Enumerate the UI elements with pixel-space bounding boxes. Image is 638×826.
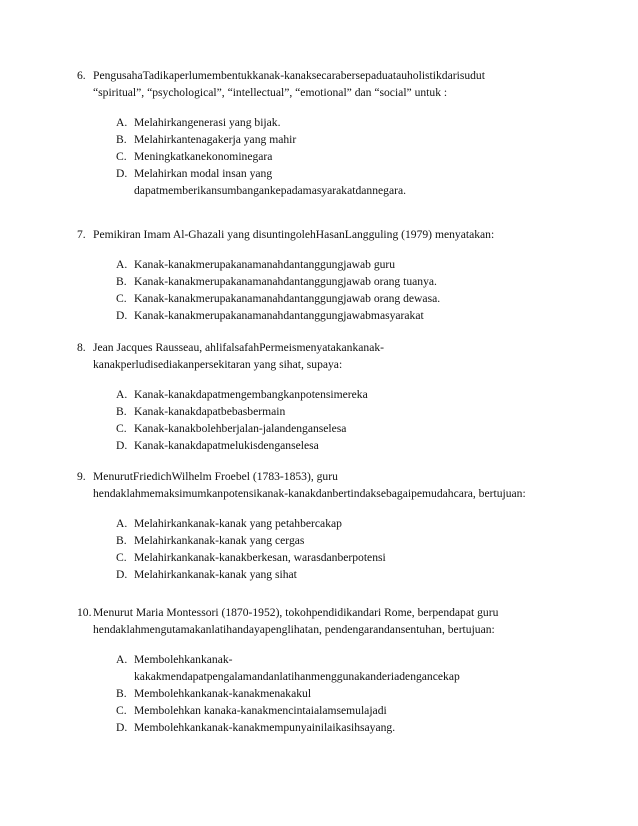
option-text: Melahirkan modal insan yang <box>134 167 273 180</box>
question-stem-line <box>77 356 577 373</box>
option-letter: D. <box>116 309 128 322</box>
option-letter: C. <box>116 292 127 305</box>
option-text: Meningkatkanekonominegara <box>134 150 273 163</box>
option-a <box>116 256 577 273</box>
question-number: 6. <box>77 69 86 82</box>
option-a <box>116 515 577 532</box>
option-text: Kanak-kanakmerupakanamanahdantanggungjawab orang dewasa. <box>134 292 441 305</box>
option-c <box>116 420 577 437</box>
question-8 <box>77 339 577 454</box>
option-d <box>116 437 577 454</box>
option-text: Melahirkankanak-kanakberkesan, warasdanberpotensi <box>134 551 386 564</box>
question-stem-text: kanakperludisediakanpersekitaran yang sihat, supaya: <box>93 358 343 371</box>
question-number: 8. <box>77 341 86 354</box>
option-c <box>116 148 577 165</box>
question-stem-line <box>77 226 577 243</box>
option-list <box>77 114 577 199</box>
option-text: Kanak-kanakdapatbebasbermain <box>134 405 286 418</box>
option-letter: D. <box>116 568 128 581</box>
option-b <box>116 131 577 148</box>
question-stem-text: Jean Jacques Rausseau, ahlifalsafahPermeismenyatakankanak- <box>93 341 385 354</box>
option-a-continued <box>116 668 577 685</box>
option-letter: B. <box>116 687 127 700</box>
question-stem-text: hendaklahmemaksimumkanpotensikanak-kanakdanbertindaksebagaipemudahcara, bertujuan: <box>93 487 526 500</box>
option-letter: A. <box>116 258 128 271</box>
option-d-continued <box>116 182 577 199</box>
option-text: Melahirkankanak-kanak yang petahbercakap <box>134 517 342 530</box>
question-stem-text: hendaklahmengutamakanlatihandayapenglihatan, pendengarandansentuhan, bertujuan: <box>93 623 495 636</box>
option-text: Membolehkan kanaka-kanakmencintaialamsemulajadi <box>134 704 387 717</box>
option-letter: B. <box>116 133 127 146</box>
question-6 <box>77 67 577 199</box>
option-text: Melahirkantenagakerja yang mahir <box>134 133 297 146</box>
option-letter: B. <box>116 534 127 547</box>
option-list <box>77 386 577 454</box>
option-c <box>116 549 577 566</box>
option-list <box>77 256 577 324</box>
option-text: Kanak-kanakmerupakanamanahdantanggungjawabmasyarakat <box>134 309 424 322</box>
option-c <box>116 702 577 719</box>
option-letter: A. <box>116 388 128 401</box>
option-text: Kanak-kanakdapatmelukisdenganselesa <box>134 439 319 452</box>
option-a <box>116 386 577 403</box>
option-d <box>116 307 577 324</box>
option-text: Kanak-kanakmerupakanamanahdantanggungjawab guru <box>134 258 396 271</box>
question-10 <box>77 604 577 736</box>
option-text: Kanak-kanakdapatmengembangkanpotensimereka <box>134 388 368 401</box>
option-b <box>116 685 577 702</box>
option-letter: B. <box>116 275 127 288</box>
option-list <box>77 651 577 736</box>
question-number: 7. <box>77 228 86 241</box>
option-d <box>116 566 577 583</box>
question-stem-line <box>77 339 577 356</box>
question-stem-line <box>77 485 577 502</box>
option-letter: D. <box>116 167 128 180</box>
question-7 <box>77 226 577 324</box>
option-letter: D. <box>116 439 128 452</box>
question-stem-text: Pemikiran Imam Al-Ghazali yang disuntingolehHasanLangguling (1979) menyatakan: <box>93 228 495 241</box>
option-letter: B. <box>116 405 127 418</box>
option-letter: C. <box>116 551 127 564</box>
option-b <box>116 273 577 290</box>
question-stem-line <box>77 468 577 485</box>
option-text: Kanak-kanakbolehberjalan-jalandenganselesa <box>134 422 347 435</box>
option-a <box>116 651 577 668</box>
question-number: 10. <box>77 606 92 619</box>
question-stem-text: MenurutFriedichWilhelm Froebel (1783-1853), guru <box>93 470 338 483</box>
option-a <box>116 114 577 131</box>
option-text: Melahirkankanak-kanak yang cergas <box>134 534 305 547</box>
option-text: Kanak-kanakmerupakanamanahdantanggungjawab orang tuanya. <box>134 275 437 288</box>
option-letter: A. <box>116 116 128 129</box>
option-letter: A. <box>116 517 128 530</box>
option-text: dapatmemberikansumbangankepadamasyarakatdannegara. <box>134 184 407 197</box>
option-d <box>116 165 577 182</box>
option-text: Membolehkankanak-kanakmempunyainilaikasihsayang. <box>134 721 396 734</box>
option-list <box>77 515 577 583</box>
question-number: 9. <box>77 470 86 483</box>
option-text: kakakmendapatpengalamandanlatihanmenggunakanderiadengancekap <box>134 670 460 683</box>
option-text: Melahirkangenerasi yang bijak. <box>134 116 281 129</box>
question-stem-line <box>77 84 577 101</box>
question-stem-text: PengusahaTadikaperlumembentukkanak-kanaksecarabersepaduatauholistikdarisudut <box>93 69 485 82</box>
option-text: Membolehkankanak- <box>134 653 233 666</box>
option-letter: D. <box>116 721 128 734</box>
option-letter: A. <box>116 653 128 666</box>
option-b <box>116 403 577 420</box>
option-letter: C. <box>116 150 127 163</box>
question-stem-text: “spiritual”, “psychological”, “intellectual”, “emotional” dan “social” untuk : <box>93 86 448 99</box>
question-stem-line <box>77 604 577 621</box>
option-d <box>116 719 577 736</box>
option-letter: C. <box>116 422 127 435</box>
question-stem-line <box>77 621 577 638</box>
option-text: Membolehkankanak-kanakmenakakul <box>134 687 312 700</box>
question-9 <box>77 468 577 583</box>
option-b <box>116 532 577 549</box>
question-stem-line <box>77 67 577 84</box>
option-letter: C. <box>116 704 127 717</box>
question-stem-text: Menurut Maria Montessori (1870-1952), tokohpendidikandari Rome, berpendapat guru <box>93 606 499 619</box>
option-text: Melahirkankanak-kanak yang sihat <box>134 568 297 581</box>
option-c <box>116 290 577 307</box>
